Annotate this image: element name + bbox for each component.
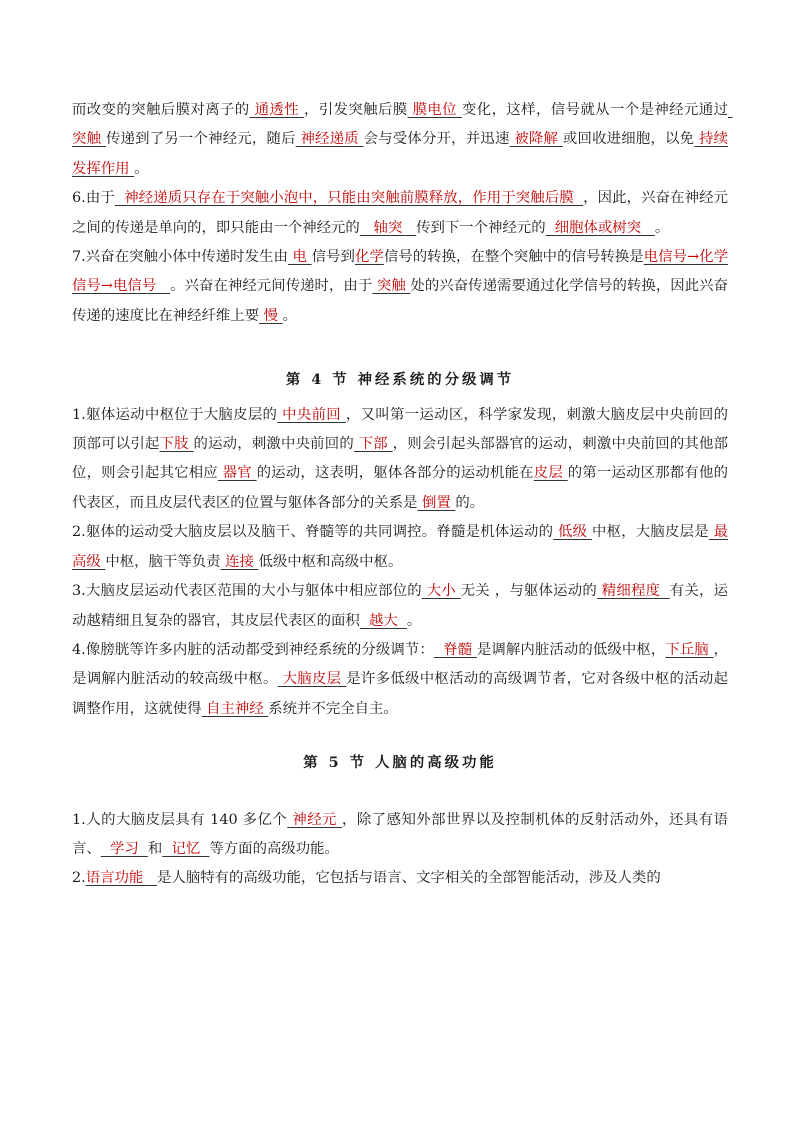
- answer-blank: 被降解: [509, 131, 563, 148]
- section-5-item-2: [72, 864, 728, 893]
- text-run: 传递到了另一个神经元，随后: [105, 131, 296, 148]
- text-run: 1.躯体运动中枢位于大脑皮层的: [72, 406, 278, 423]
- section-5-item-1: [72, 806, 728, 865]
- section-5-body: [72, 806, 728, 894]
- text-run: ，是调解内脏活动的较高级中枢。: [72, 641, 728, 688]
- text-run: 中枢，大脑皮层是: [592, 524, 709, 541]
- answer-blank: 通透性: [249, 102, 304, 118]
- text-run: ，引发突触后膜: [303, 102, 408, 118]
- text-run: 。: [282, 307, 298, 324]
- text-run: 的第一运动区那都有他的代表区，而且皮层代表区的位置与躯体各部分的关系是: [72, 465, 728, 511]
- answer-blank: 下丘脑: [665, 641, 714, 658]
- text-run: 6.由于: [72, 190, 115, 207]
- answer-blank: 语言功能: [85, 870, 158, 887]
- section-4-item-4: [72, 636, 728, 724]
- answer-blank: 电信号→化学信号→电信号: [72, 249, 728, 295]
- text-run: 的。: [455, 494, 485, 511]
- text-run: 信号的转换，在整个突触中的信号转换是: [383, 249, 644, 266]
- text-run: 是许多低级中枢活动的高级调节者，它对各级中枢的活动起调整作用，这就使得: [72, 671, 728, 717]
- answer-blank: 低级: [553, 524, 592, 541]
- text-run: 1.人的大脑皮层具有 140 多亿个: [72, 811, 288, 828]
- text-run: 7.兴奋在突触小体中传递时发生由: [72, 249, 288, 266]
- text-run: 。: [134, 160, 149, 177]
- text-run: 。兴奋在神经元间传递时，由于: [170, 278, 373, 295]
- answer-blank: 最高级: [72, 524, 729, 570]
- text-run: 的运动，这表明，躯体各部分的运动机能在: [256, 465, 534, 482]
- text-run: ，则会引起头部器官的运动，刺激中央前回的其他部位，则会引起其它相应: [72, 436, 728, 482]
- answer-blank: 突触: [372, 278, 411, 295]
- answer-blank: 学习: [100, 840, 148, 857]
- text-run: ，又叫第一运动区，科学家发现，刺激大脑皮层中央前回的顶部可以引起: [72, 406, 728, 453]
- text-run: 4.像膀胱等许多内脏的活动都受到神经系统的分级调节：: [72, 641, 434, 658]
- text-run: 的运动，刺激中央前回的: [193, 436, 354, 453]
- text-run: 是人脑特有的高级功能，它包括与语言、文字相关的全部智能活动，涉及人类的: [157, 870, 661, 887]
- text-run: 是调解内脏活动的低级中枢，: [476, 641, 666, 658]
- answer-blank: 膜电位: [407, 102, 462, 118]
- text-run: 无关 ，与躯体运动的: [460, 583, 597, 600]
- answer-blank: 皮层: [533, 465, 568, 482]
- answer-blank: 中央前回: [277, 406, 346, 423]
- section-4-item-3: [72, 577, 728, 636]
- text-run: 会与受体分开，并迅速: [363, 131, 510, 148]
- answer-blank: 电: [287, 249, 312, 266]
- text-run: 低级中枢和高级中枢。: [258, 553, 403, 570]
- answer-blank: 越大: [359, 612, 407, 629]
- paragraph-6: [72, 184, 728, 243]
- text-run: 中枢，脑干等负责: [105, 553, 221, 570]
- section-4-item-1: [72, 401, 728, 519]
- spacer: [72, 778, 728, 806]
- paragraph-7: [72, 243, 728, 331]
- answer-blank: 细胞体或树突: [545, 219, 655, 236]
- section-4-heading: 第 4 节 神经系统的分级调节: [285, 371, 515, 389]
- section-4-item-2: [72, 518, 728, 577]
- document-page: [72, 96, 733, 894]
- paragraph-group-top: [72, 96, 733, 331]
- answer-blank: 大小: [421, 583, 461, 600]
- answer-blank: 精细程度: [596, 583, 670, 600]
- text-run: 2.躯体的运动受大脑皮层以及脑干、脊髓等的共同调控。脊髓是机体运动的: [72, 524, 554, 541]
- answer-blank: 神经递质: [295, 131, 364, 148]
- answer-blank: 大脑皮层: [277, 671, 347, 688]
- paragraph-continued: [72, 96, 733, 184]
- text-run: 系统并不完全自主。: [268, 700, 398, 717]
- answer-blank: 连接: [220, 553, 259, 570]
- text-run: ，因此，兴奋在神经元之间的传递是单向的，即只能由一个神经元的: [72, 190, 728, 236]
- section-5-heading: 第 5 节 人脑的高级功能: [303, 754, 497, 772]
- answer-blank: 神经递质只存在于突触小泡中，只能由突触前膜释放，作用于突触后膜: [114, 190, 584, 207]
- answer-blank: 记忆: [162, 840, 210, 857]
- answer-blank: 持续发挥作用: [72, 131, 728, 177]
- answer-blank: 神经元: [287, 811, 342, 828]
- answer-blank: 脊髓: [433, 641, 477, 658]
- answer-blank: 器官: [217, 465, 257, 482]
- section-4-body: [72, 401, 728, 724]
- text-run: 等方面的高级功能。: [209, 840, 339, 857]
- spacer: [72, 331, 728, 365]
- text-run: 信号到: [311, 249, 355, 266]
- answer-blank: 突触: [72, 102, 733, 148]
- answer-blank: 化学: [354, 249, 384, 266]
- spacer: [72, 724, 728, 748]
- answer-blank: 轴突: [359, 219, 417, 236]
- answer-blank: 下部: [353, 436, 393, 453]
- text-run: 。: [406, 612, 422, 629]
- text-run: ，除了感知外部世界以及控制机体的反射活动外，还具有语言、: [72, 811, 728, 857]
- answer-blank: 下肢: [159, 436, 194, 453]
- answer-blank: 慢: [259, 307, 283, 324]
- text-run: 和: [147, 840, 163, 857]
- text-run: 处的兴奋传递需要通过化学信号的转换，因此兴奋传递的速度比在神经纤维上要: [72, 278, 728, 324]
- text-run: 或回收进细胞，以免: [562, 131, 695, 148]
- text-run: 而改变的突触后膜对离子的: [72, 102, 250, 118]
- text-run: 2.: [72, 870, 86, 887]
- text-run: 3.大脑皮层运动代表区范围的大小与躯体中相应部位的: [72, 583, 422, 600]
- text-run: 变化，这样，信号就从一个是神经元通过: [461, 102, 728, 118]
- answer-blank: 倒置: [417, 494, 456, 511]
- text-run: 传到下一个神经元的: [416, 219, 546, 236]
- text-run: 有关，运动越精细且复杂的器官，其皮层代表区的面积: [72, 583, 728, 629]
- answer-blank: 自主神经: [201, 700, 269, 717]
- text-run: 。: [654, 219, 670, 236]
